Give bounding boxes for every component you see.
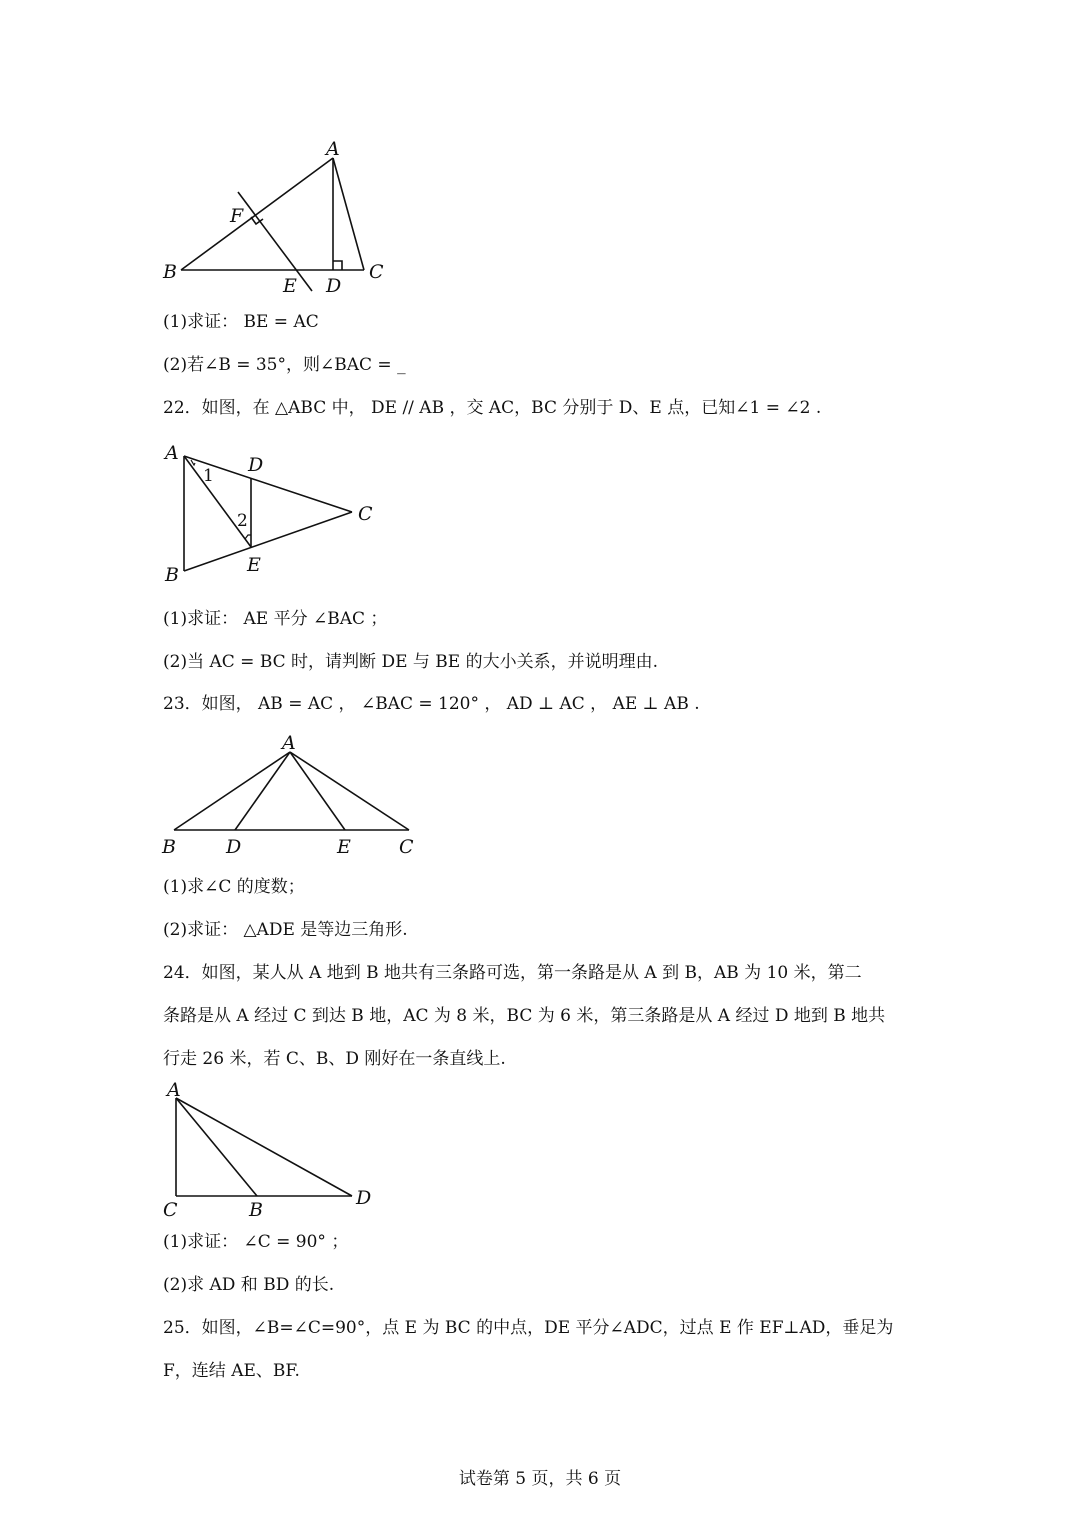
q22-part1: (1)求证： AE 平分 ∠BAC ；: [163, 609, 388, 629]
label-C: C: [399, 836, 414, 858]
label-A: A: [326, 138, 340, 160]
label-A: A: [165, 442, 179, 464]
segment-AD: [176, 1098, 352, 1196]
label-E: E: [337, 836, 351, 858]
q24-stem-line2: 条路是从 A 经过 C 到达 B 地，AC 为 8 米，BC 为 6 米，第三条路是从 A 经过 D 地到 B 地共: [163, 1006, 886, 1026]
q24-part2: (2)求 AD 和 BD 的长.: [163, 1275, 335, 1295]
q25-stem-line2: F，连结 AE、BF.: [163, 1361, 300, 1381]
q25-stem-line1: 25．如图，∠B=∠C=90°，点 E 为 BC 的中点，DE 平分∠ADC，过点 E 作 EF⊥AD，垂足为: [163, 1318, 894, 1338]
q23-part1: (1)求∠C 的度数；: [163, 877, 305, 897]
label-B: B: [165, 564, 179, 586]
label-A: A: [167, 1079, 181, 1101]
segment-AB: [176, 1098, 257, 1196]
label-angle-1: 1: [203, 466, 214, 486]
label-D: D: [356, 1187, 372, 1209]
label-B: B: [162, 836, 176, 858]
label-C: C: [369, 261, 384, 283]
q23-part2: (2)求证： △ADE 是等边三角形.: [163, 920, 408, 940]
label-C: C: [163, 1199, 178, 1221]
q21-part1: (1)求证： BE = AC: [163, 312, 319, 332]
q23-stem: 23．如图， AB = AC ， ∠BAC = 120° ， AD ⊥ AC ， AE ⊥ AB .: [163, 694, 700, 714]
label-B: B: [249, 1199, 263, 1221]
q22-part2: (2)当 AC = BC 时，请判断 DE 与 BE 的大小关系，并说明理由.: [163, 652, 658, 672]
label-angle-2: 2: [237, 511, 248, 531]
label-D: D: [248, 454, 264, 476]
label-E: E: [283, 275, 297, 297]
label-D: D: [326, 275, 342, 297]
q24-stem-line3: 行走 26 米，若 C、B、D 刚好在一条直线上.: [163, 1049, 506, 1069]
q24-stem-line1: 24．如图，某人从 A 地到 B 地共有三条路可选，第一条路是从 A 到 B，AB 为 10 米，第二: [163, 963, 862, 983]
q21-part2: (2)若∠B = 35°，则∠BAC = _: [163, 355, 406, 375]
label-C: C: [358, 503, 373, 525]
page-footer: 试卷第 5 页，共 6 页: [458, 1469, 622, 1489]
q22-stem: 22．如图，在 △ABC 中， DE // AB ，交 AC，BC 分别于 D、E 点，已知∠1 = ∠2 .: [163, 398, 822, 418]
label-D: D: [226, 836, 242, 858]
q24-part1: (1)求证： ∠C = 90° ；: [163, 1232, 349, 1252]
label-B: B: [163, 261, 177, 283]
label-E: E: [247, 554, 261, 576]
label-F: F: [230, 205, 244, 227]
label-A: A: [282, 732, 296, 754]
